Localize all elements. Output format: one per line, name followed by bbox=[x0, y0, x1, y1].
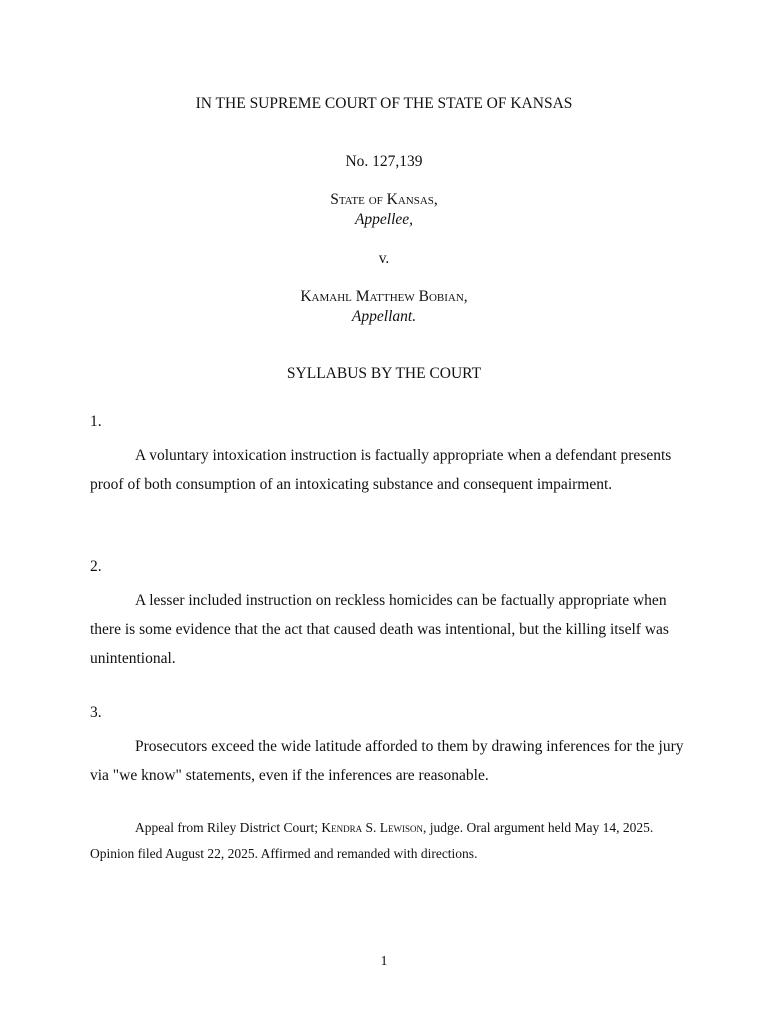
syllabus-paragraph bbox=[90, 412, 690, 499]
appeal-note bbox=[90, 815, 660, 867]
page-number: 1 bbox=[380, 954, 388, 969]
syllabus-paragraph bbox=[90, 557, 690, 673]
appellant-name: Kamahl Matthew Bobian, bbox=[300, 288, 468, 305]
paragraph-text: A lesser included instruction on reckless homicides can be factually appropriate when there is some evidence that the act that caused death was intentional, but the killing itself was unintentional. bbox=[90, 592, 669, 667]
paragraph-number: 1. bbox=[90, 413, 102, 430]
court-title: IN THE SUPREME COURT OF THE STATE OF KANSAS bbox=[195, 95, 573, 112]
appeal-note-suffix: , judge. Oral argument held May 14, 2025. Opinion filed August 22, 2025. Affirmed and remanded with directions. bbox=[90, 820, 654, 861]
appellee-role: Appellee, bbox=[354, 211, 414, 228]
versus-label: v. bbox=[378, 250, 390, 267]
appellant-role: Appellant. bbox=[351, 308, 417, 325]
syllabus-title: SYLLABUS BY THE COURT bbox=[286, 365, 482, 382]
docket-number: No. 127,139 bbox=[345, 153, 423, 170]
syllabus-paragraph bbox=[90, 703, 690, 790]
paragraph-text: Prosecutors exceed the wide latitude afforded to them by drawing inferences for the jury via "we know" statements, even if the inferences are reasonable. bbox=[90, 738, 684, 784]
appeal-note-prefix: Appeal from Riley District Court; bbox=[135, 820, 322, 835]
paragraph-number: 3. bbox=[90, 704, 102, 721]
paragraph-number: 2. bbox=[90, 558, 102, 575]
appellee-name: State of Kansas, bbox=[330, 191, 438, 208]
paragraph-text: A voluntary intoxication instruction is factually appropriate when a defendant presents proof of both consumption of an intoxicating substance and consequent impairment. bbox=[90, 447, 672, 493]
judge-name: Kendra S. Lewison bbox=[321, 820, 423, 835]
appellee-block bbox=[0, 190, 768, 230]
appellant-block bbox=[0, 287, 768, 327]
